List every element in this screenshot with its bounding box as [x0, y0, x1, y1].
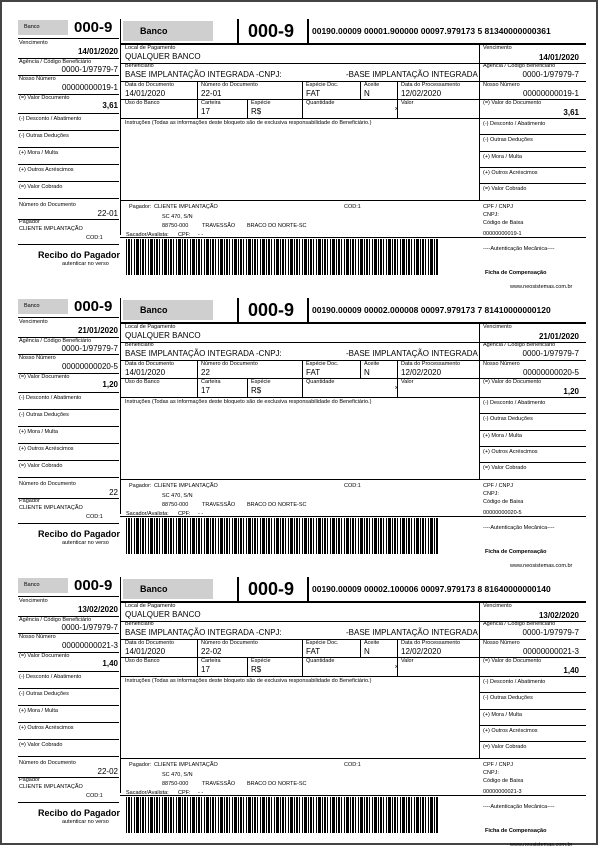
- beneficiario-label: Beneficiário: [125, 342, 154, 348]
- valor-documento-label: (=) Valor do Documento: [483, 100, 542, 106]
- vencimento-value: 14/01/2020: [538, 53, 579, 62]
- deducoes-label: (-) Outras Deduções: [483, 695, 533, 701]
- nosso-numero-label: Nosso Número: [483, 361, 520, 367]
- especie-value: R$: [251, 386, 262, 395]
- data-documento-value: 14/01/2020: [125, 89, 166, 98]
- stub-nosso-numero-value: 00000000020-5: [61, 362, 118, 371]
- linha-digitavel: 00190.00009 00002.100006 00097.979173 8 81640000000140: [312, 584, 551, 594]
- pagador-label: Pagador:: [129, 204, 152, 210]
- cpf-cnpj-label: CPF / CNPJ: [483, 204, 513, 210]
- agencia-value: 0000-1/97979-7: [522, 70, 579, 79]
- pagador-name: CLIENTE IMPLANTAÇÃO: [154, 762, 218, 768]
- pagador-label: Pagador:: [129, 483, 152, 489]
- beneficiario-tail: -BASE IMPLANTAÇÃO INTEGRADA: [346, 70, 478, 79]
- cpf-value: - -: [198, 511, 204, 517]
- valor-documento-value: 1,40: [563, 666, 579, 675]
- stub-agencia-label: Agência / Código Beneficiário: [19, 617, 92, 623]
- stub-agencia-label: Agência / Código Beneficiário: [19, 59, 92, 65]
- valor-cobrado-label: (=) Valor Cobrado: [483, 744, 527, 750]
- especie-label: Espécie: [251, 100, 271, 106]
- vencimento-value: 21/01/2020: [538, 332, 579, 341]
- codigo-baixa-label: Código de Baixa: [483, 499, 524, 505]
- stub-nosso-numero-value: 00000000021-3: [61, 641, 118, 650]
- recibo-do-pagador-title: Recibo do Pagador: [38, 250, 121, 260]
- ficha-compensacao: Ficha de Compensação: [485, 549, 547, 555]
- agencia-value: 0000-1/97979-7: [522, 349, 579, 358]
- pagador-cod: COD:1: [344, 204, 361, 210]
- vencimento-label: Vencimento: [483, 324, 512, 330]
- desconto-label: (-) Desconto / Abatimento: [483, 121, 546, 127]
- numero-documento-label: Número do Documento: [201, 82, 258, 88]
- uso-banco-label: Uso do Banco: [125, 100, 160, 106]
- boleto-slip-3: [2, 568, 596, 848]
- valor-label: Valor: [401, 658, 414, 664]
- especie-doc-value: FAT: [306, 647, 321, 656]
- stub-bank-code: 000-9: [74, 298, 113, 315]
- stub-deducoes-label: (-) Outras Deduções: [19, 691, 69, 697]
- especie-doc-label: Espécie Doc.: [306, 361, 339, 367]
- pagador-cidade: BRACO DO NORTE-SC: [247, 502, 307, 508]
- codigo-baixa-value: 00000000020-5: [483, 510, 522, 516]
- pagador-endereco: SC 470, S/N: [162, 772, 193, 778]
- stub-valor-cobrado-label: (=) Valor Cobrado: [19, 463, 63, 469]
- stub-pagador-name: CLIENTE IMPLANTAÇÃO: [19, 784, 83, 790]
- main-bank-logo-box: [123, 21, 213, 41]
- stub-desconto-label: (-) Desconto / Abatimento: [19, 674, 82, 680]
- nosso-numero-value: 00000000021-3: [522, 647, 579, 656]
- site-url: www.neosistemas.com.br: [510, 284, 573, 290]
- deducoes-label: (-) Outras Deduções: [483, 137, 533, 143]
- pagador-cep: 88750-000: [162, 223, 189, 229]
- carteira-value: 17: [201, 386, 210, 395]
- quantidade-label: Quantidade: [306, 658, 335, 664]
- local-pagamento-value: QUALQUER BANCO: [125, 610, 201, 619]
- valor-documento-label: (=) Valor do Documento: [483, 379, 542, 385]
- stub-mora-label: (+) Mora / Multa: [19, 708, 58, 714]
- pagador-endereco: SC 470, S/N: [162, 214, 193, 220]
- stub-valor-label: (=) Valor Documento: [19, 95, 70, 101]
- valor-cobrado-label: (=) Valor Cobrado: [483, 465, 527, 471]
- autenticacao-mecanica: ----Autenticação Mecânica----: [483, 804, 555, 810]
- barcode: [126, 797, 438, 833]
- cpf-label: CPF:: [178, 511, 191, 517]
- codigo-baixa-label: Código de Baixa: [483, 220, 524, 226]
- main-bank-code: 000-9: [248, 579, 295, 599]
- acrescimos-label: (+) Outros Acréscimos: [483, 728, 538, 734]
- stub-deducoes-label: (-) Outras Deduções: [19, 133, 69, 139]
- uso-banco-label: Uso do Banco: [125, 379, 160, 385]
- sacador-label: Sacador/Avalista:: [126, 790, 169, 796]
- cpf-value: - -: [198, 790, 204, 796]
- stub-nosso-numero-label: Nosso Número: [19, 355, 56, 361]
- data-documento-label: Data do Documento: [125, 640, 174, 646]
- stub-agencia-value: 0000-1/97979-7: [61, 344, 118, 353]
- valor-cobrado-label: (=) Valor Cobrado: [483, 186, 527, 192]
- stub-numero-documento-value: 22: [109, 488, 118, 497]
- stub-deducoes-label: (-) Outras Deduções: [19, 412, 69, 418]
- data-documento-label: Data do Documento: [125, 82, 174, 88]
- pagador-endereco: SC 470, S/N: [162, 493, 193, 499]
- stub-numero-documento-label: Número do Documento: [19, 760, 76, 766]
- data-processamento-label: Data do Processamento: [401, 640, 461, 646]
- stub-cod: COD:1: [86, 514, 103, 520]
- stub-vencimento-value: 13/02/2020: [77, 605, 118, 614]
- stub-agencia-value: 0000-1/97979-7: [61, 623, 118, 632]
- quantidade-label: Quantidade: [306, 100, 335, 106]
- main-bank-label: Banco: [140, 305, 168, 315]
- vencimento-label: Vencimento: [483, 45, 512, 51]
- pagador-name: CLIENTE IMPLANTAÇÃO: [154, 483, 218, 489]
- stub-vencimento-value: 14/01/2020: [77, 47, 118, 56]
- sacador-label: Sacador/Avalista:: [126, 232, 169, 238]
- sacador-label: Sacador/Avalista:: [126, 511, 169, 517]
- desconto-label: (-) Desconto / Abatimento: [483, 400, 546, 406]
- especie-doc-value: FAT: [306, 368, 321, 377]
- pagador-label: Pagador:: [129, 762, 152, 768]
- beneficiario-value: BASE IMPLANTAÇÃO INTEGRADA -CNPJ:: [125, 628, 282, 637]
- stub-mora-label: (+) Mora / Multa: [19, 429, 58, 435]
- stub-bank-code: 000-9: [74, 19, 113, 36]
- stub-valor-cobrado-label: (=) Valor Cobrado: [19, 184, 63, 190]
- codigo-baixa-value: 00000000021-3: [483, 789, 522, 795]
- stub-desconto-label: (-) Desconto / Abatimento: [19, 395, 82, 401]
- linha-digitavel: 00190.00009 00002.000008 00097.979173 7 81410000000120: [312, 305, 551, 315]
- numero-documento-label: Número do Documento: [201, 361, 258, 367]
- deducoes-label: (-) Outras Deduções: [483, 416, 533, 422]
- pagador-bairro: TRAVESSÃO: [202, 223, 236, 229]
- stub-nosso-numero-label: Nosso Número: [19, 76, 56, 82]
- main-bank-code: 000-9: [248, 300, 295, 320]
- stub-vencimento-value: 21/01/2020: [77, 326, 118, 335]
- instrucoes-label: Instruções (Todas as informações deste bloqueto são de exclusiva responsabilidade do Beneficiário.): [125, 678, 372, 684]
- stub-numero-documento-label: Número do Documento: [19, 202, 76, 208]
- carteira-label: Carteira: [201, 658, 221, 664]
- local-pagamento-label: Local de Pagamento: [125, 324, 176, 330]
- main-bank-code: 000-9: [248, 21, 295, 41]
- stub-acrescimos-label: (+) Outros Acréscimos: [19, 167, 74, 173]
- pagador-cep: 88750-000: [162, 781, 189, 787]
- aceite-value: N: [364, 647, 370, 656]
- stub-cod: COD:1: [86, 235, 103, 241]
- stub-nosso-numero-value: 00000000019-1: [61, 83, 118, 92]
- nosso-numero-label: Nosso Número: [483, 640, 520, 646]
- barcode: [126, 239, 438, 275]
- cpf-cnpj-label: CPF / CNPJ: [483, 762, 513, 768]
- x-mark: x: [395, 106, 398, 112]
- especie-value: R$: [251, 665, 262, 674]
- cpf-label: CPF:: [178, 232, 191, 238]
- vencimento-label: Vencimento: [483, 603, 512, 609]
- stub-agencia-label: Agência / Código Beneficiário: [19, 338, 92, 344]
- valor-documento-value: 3,61: [563, 108, 579, 117]
- main-bank-logo-box: [123, 579, 213, 599]
- mora-label: (+) Mora / Multa: [483, 712, 522, 718]
- mora-label: (+) Mora / Multa: [483, 154, 522, 160]
- valor-documento-value: 1,20: [563, 387, 579, 396]
- codigo-baixa-value: 00000000019-1: [483, 231, 522, 237]
- autenticacao-mecanica: ----Autenticação Mecânica----: [483, 246, 555, 252]
- recibo-do-pagador-title: Recibo do Pagador: [38, 529, 121, 539]
- stub-pagador-label: Pagador: [19, 219, 40, 225]
- local-pagamento-value: QUALQUER BANCO: [125, 331, 201, 340]
- beneficiario-label: Beneficiário: [125, 63, 154, 69]
- stub-mora-label: (+) Mora / Multa: [19, 150, 58, 156]
- pagador-bairro: TRAVESSÃO: [202, 781, 236, 787]
- carteira-label: Carteira: [201, 379, 221, 385]
- data-processamento-label: Data do Processamento: [401, 361, 461, 367]
- data-processamento-value: 12/02/2020: [401, 647, 442, 656]
- stub-vencimento-label: Vencimento: [19, 319, 48, 325]
- stub-pagador-label: Pagador: [19, 777, 40, 783]
- autenticacao-mecanica: ----Autenticação Mecânica----: [483, 525, 555, 531]
- main-bank-label: Banco: [140, 584, 168, 594]
- stub-bank-label: Banco: [24, 582, 40, 588]
- aceite-label: Aceite: [364, 640, 380, 646]
- boleto-slip-2: [2, 289, 596, 569]
- recibo-do-pagador-title: Recibo do Pagador: [38, 808, 121, 818]
- local-pagamento-label: Local de Pagamento: [125, 45, 176, 51]
- instrucoes-label: Instruções (Todas as informações deste bloqueto são de exclusiva responsabilidade do Beneficiário.): [125, 120, 372, 126]
- acrescimos-label: (+) Outros Acréscimos: [483, 449, 538, 455]
- pagador-cep: 88750-000: [162, 502, 189, 508]
- stub-cod: COD:1: [86, 793, 103, 799]
- pagador-name: CLIENTE IMPLANTAÇÃO: [154, 204, 218, 210]
- stub-pagador-label: Pagador: [19, 498, 40, 504]
- stub-valor-value: 1,40: [102, 659, 118, 668]
- stub-nosso-numero-label: Nosso Número: [19, 634, 56, 640]
- valor-label: Valor: [401, 379, 414, 385]
- cpf-value: - -: [198, 232, 204, 238]
- stub-agencia-value: 0000-1/97979-7: [61, 65, 118, 74]
- autenticar-no-verso: autenticar no verso: [62, 819, 109, 825]
- agencia-label: Agência / Código Beneficiário: [483, 621, 556, 627]
- numero-documento-value: 22: [201, 368, 210, 377]
- main-bank-logo-box: [123, 300, 213, 320]
- mora-label: (+) Mora / Multa: [483, 433, 522, 439]
- x-mark: x: [395, 385, 398, 391]
- stub-bank-label: Banco: [24, 303, 40, 309]
- stub-bank-label: Banco: [24, 24, 40, 30]
- data-documento-value: 14/01/2020: [125, 368, 166, 377]
- pagador-cod: COD:1: [344, 762, 361, 768]
- especie-label: Espécie: [251, 658, 271, 664]
- carteira-value: 17: [201, 107, 210, 116]
- agencia-label: Agência / Código Beneficiário: [483, 342, 556, 348]
- especie-doc-value: FAT: [306, 89, 321, 98]
- ficha-compensacao: Ficha de Compensação: [485, 270, 547, 276]
- data-processamento-value: 12/02/2020: [401, 368, 442, 377]
- valor-label: Valor: [401, 100, 414, 106]
- stub-numero-documento-value: 22-01: [97, 209, 118, 218]
- aceite-label: Aceite: [364, 361, 380, 367]
- stub-bank-code: 000-9: [74, 577, 113, 594]
- especie-label: Espécie: [251, 379, 271, 385]
- numero-documento-label: Número do Documento: [201, 640, 258, 646]
- valor-documento-label: (=) Valor do Documento: [483, 658, 542, 664]
- local-pagamento-label: Local de Pagamento: [125, 603, 176, 609]
- autenticar-no-verso: autenticar no verso: [62, 540, 109, 546]
- pagador-cidade: BRACO DO NORTE-SC: [247, 781, 307, 787]
- numero-documento-value: 22-01: [201, 89, 222, 98]
- uso-banco-label: Uso do Banco: [125, 658, 160, 664]
- beneficiario-label: Beneficiário: [125, 621, 154, 627]
- autenticar-no-verso: autenticar no verso: [62, 261, 109, 267]
- stub-desconto-label: (-) Desconto / Abatimento: [19, 116, 82, 122]
- stub-valor-value: 1,20: [102, 380, 118, 389]
- local-pagamento-value: QUALQUER BANCO: [125, 52, 201, 61]
- stub-pagador-name: CLIENTE IMPLANTAÇÃO: [19, 226, 83, 232]
- stub-valor-value: 3,61: [102, 101, 118, 110]
- boleto-slip-1: [2, 10, 596, 290]
- stub-acrescimos-label: (+) Outros Acréscimos: [19, 725, 74, 731]
- site-url: www.neosistemas.com.br: [510, 563, 573, 569]
- beneficiario-value: BASE IMPLANTAÇÃO INTEGRADA -CNPJ:: [125, 349, 282, 358]
- instrucoes-label: Instruções (Todas as informações deste bloqueto são de exclusiva responsabilidade do Beneficiário.): [125, 399, 372, 405]
- beneficiario-tail: -BASE IMPLANTAÇÃO INTEGRADA: [346, 628, 478, 637]
- aceite-value: N: [364, 368, 370, 377]
- barcode: [126, 518, 438, 554]
- aceite-value: N: [364, 89, 370, 98]
- acrescimos-label: (+) Outros Acréscimos: [483, 170, 538, 176]
- stub-vencimento-label: Vencimento: [19, 598, 48, 604]
- stub-numero-documento-value: 22-02: [97, 767, 118, 776]
- x-mark: x: [395, 664, 398, 670]
- stub-acrescimos-label: (+) Outros Acréscimos: [19, 446, 74, 452]
- data-processamento-label: Data do Processamento: [401, 82, 461, 88]
- nosso-numero-value: 00000000020-5: [522, 368, 579, 377]
- cpf-label: CPF:: [178, 790, 191, 796]
- beneficiario-value: BASE IMPLANTAÇÃO INTEGRADA -CNPJ:: [125, 70, 282, 79]
- cnpj-label: CNPJ:: [483, 770, 499, 776]
- beneficiario-tail: -BASE IMPLANTAÇÃO INTEGRADA: [346, 349, 478, 358]
- cpf-cnpj-label: CPF / CNPJ: [483, 483, 513, 489]
- data-documento-value: 14/01/2020: [125, 647, 166, 656]
- especie-doc-label: Espécie Doc.: [306, 82, 339, 88]
- stub-valor-cobrado-label: (=) Valor Cobrado: [19, 742, 63, 748]
- linha-digitavel: 00190.00009 00001.900000 00097.979173 5 81340000000361: [312, 26, 551, 36]
- stub-valor-label: (=) Valor Documento: [19, 374, 70, 380]
- ficha-compensacao: Ficha de Compensação: [485, 828, 547, 834]
- site-url: www.neosistemas.com.br: [510, 842, 573, 848]
- aceite-label: Aceite: [364, 82, 380, 88]
- codigo-baixa-label: Código de Baixa: [483, 778, 524, 784]
- carteira-label: Carteira: [201, 100, 221, 106]
- vencimento-value: 13/02/2020: [538, 611, 579, 620]
- stub-numero-documento-label: Número do Documento: [19, 481, 76, 487]
- agencia-value: 0000-1/97979-7: [522, 628, 579, 637]
- cnpj-label: CNPJ:: [483, 212, 499, 218]
- stub-vencimento-label: Vencimento: [19, 40, 48, 46]
- stub-valor-label: (=) Valor Documento: [19, 653, 70, 659]
- pagador-bairro: TRAVESSÃO: [202, 502, 236, 508]
- desconto-label: (-) Desconto / Abatimento: [483, 679, 546, 685]
- pagador-cod: COD:1: [344, 483, 361, 489]
- quantidade-label: Quantidade: [306, 379, 335, 385]
- pagador-cidade: BRACO DO NORTE-SC: [247, 223, 307, 229]
- nosso-numero-value: 00000000019-1: [522, 89, 579, 98]
- numero-documento-value: 22-02: [201, 647, 222, 656]
- data-documento-label: Data do Documento: [125, 361, 174, 367]
- cnpj-label: CNPJ:: [483, 491, 499, 497]
- carteira-value: 17: [201, 665, 210, 674]
- especie-doc-label: Espécie Doc.: [306, 640, 339, 646]
- main-bank-label: Banco: [140, 26, 168, 36]
- stub-pagador-name: CLIENTE IMPLANTAÇÃO: [19, 505, 83, 511]
- agencia-label: Agência / Código Beneficiário: [483, 63, 556, 69]
- especie-value: R$: [251, 107, 262, 116]
- data-processamento-value: 12/02/2020: [401, 89, 442, 98]
- nosso-numero-label: Nosso Número: [483, 82, 520, 88]
